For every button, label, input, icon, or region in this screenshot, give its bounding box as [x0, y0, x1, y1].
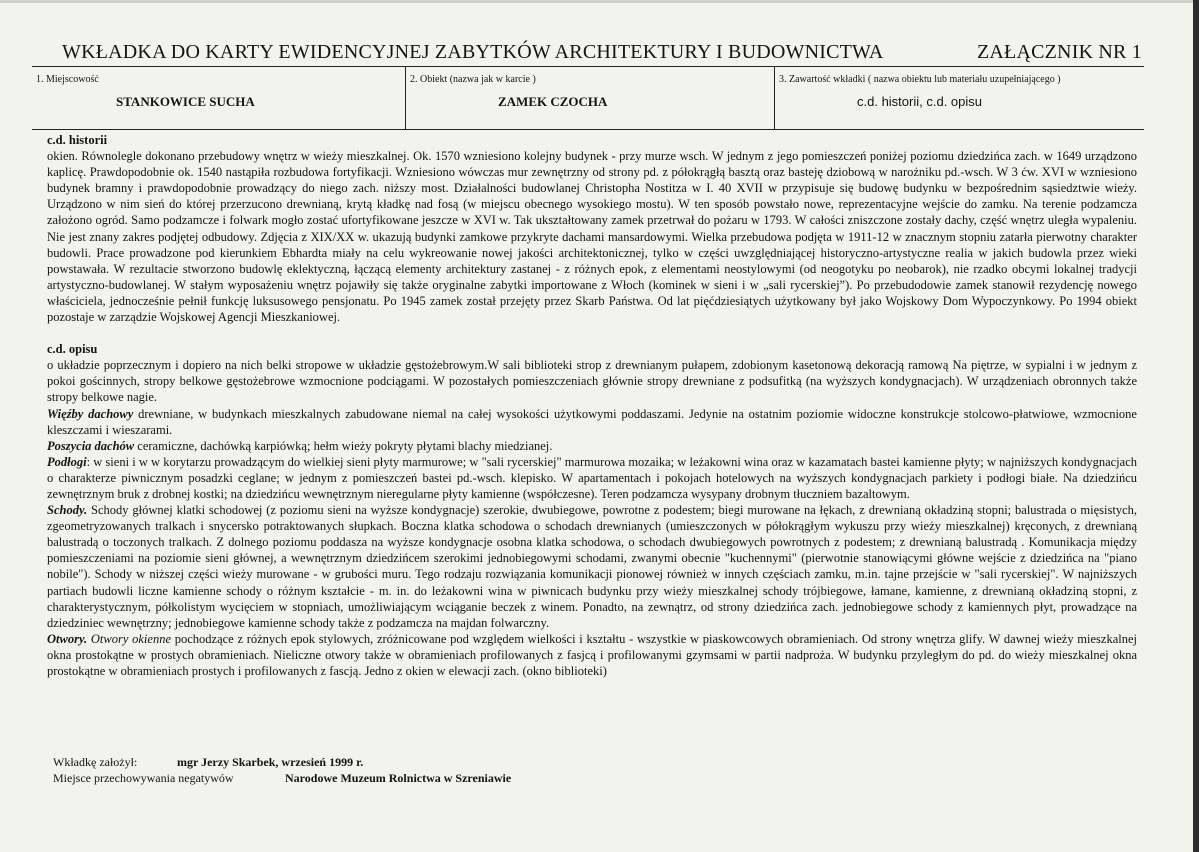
author-label: Wkładkę założył: [53, 755, 138, 769]
contents-value: c.d. historii, c.d. opisu [857, 94, 982, 109]
scan-top-edge [0, 0, 1199, 3]
locality-label: 1. Miejscowość [36, 74, 99, 85]
description-heading: c.d. opisu [47, 342, 98, 357]
document-header [62, 41, 1142, 64]
storage-value: Narodowe Muzeum Rolnictwa w Szreniawie [285, 771, 512, 785]
section-gap [47, 325, 1137, 341]
contents-field [774, 67, 1145, 129]
scan-right-edge [1193, 0, 1199, 852]
metadata-fields [32, 66, 1144, 130]
openings-paragraph [47, 631, 1137, 679]
storage-label: Miejsce przechowywania negatywów [53, 771, 234, 785]
floors-lead: Podłogi [47, 454, 87, 469]
locality-value: STANKOWICE SUCHA [116, 94, 255, 109]
roof-text: drewniane, w budynkach mieszkalnych zabudowane niemal na całej wysokości użytkowymi poddaszami. Jedynie na ostatnim poziomie widoczne konstrukcje stolcowo-płatwiowe, wzmocnione kleszczami i wieszarami. [47, 406, 1137, 437]
floors-paragraph [47, 454, 1137, 502]
stairs-lead: Schody. [47, 503, 88, 518]
floors-text: : w sieni i w w korytarzu prowadzącym do wielkiej sieni płyty marmurowe; w "sali rycerskiej" marmurowa mozaika; w leżakowni wina oraz w kazamatach bastei kamienne płyty; w najniższych kondygnacjach o charakterze piwnicznym posadzki ceglane; w jednym z pomieszczeń bastei pd.-wsch. klepisko. W apartamentach i pokojach hotelowych na wyższych kondygnacjach parkiety i podłogi białe. Na dziedzińcu zewnętrznym bruk z drobnej kostki; na dziedzińcu wewnętrznym nieregularne płyty kamienne (współczesne). Teren podzamcza wysypany drobnym tłuczniem bazaltowym. [47, 454, 1137, 501]
storage-row [47, 770, 747, 786]
author-value: mgr Jerzy Skarbek, wrzesień 1999 r. [177, 755, 364, 769]
openings-text: pochodzące z różnych epok stylowych, zróżnicowane pod względem wielkości i kształtu - wszystkie w piaskowcowych obramieniach. Od strony wnętrza glify. W dawnej wieży mieszkalnej okna prostokątne w prostych obramieniach. Nieliczne otwory także w obramieniach profilowanych z fasjcą i profilowanymi gzymsami w partii nadproża. W budynku przyległym do pd. do wieży mieszkalnej okna prostokątne w obramieniach prostych i profilowanych z fascją. Jedno z okien w elewacji zach. (okno biblioteki) [47, 631, 1137, 678]
openings-lead: Otwory. [47, 631, 88, 646]
ceilings-paragraph: o układzie poprzecznym i dopiero na nich belki stropowe w układzie gęstożebrowym.W sali biblioteki strop z drewnianym pułapem, zdobionym kasetonową dekoracją ramową Na piętrze, w sypialni i w jednym z pokoi gościnnych, stropy belkowe gęstożebrowe wzmocnione podciągami. W pozostałych pomieszczeniach głównie stropy drewniane z podsufitką (na wyższych kondygnacjach). W urządzeniach obronnych także stropy belkowe nagie. [47, 358, 1137, 405]
document-title: WKŁADKA DO KARTY EWIDENCYJNEJ ZABYTKÓW ARCHITEKTURY I BUDOWNICTWA [62, 41, 884, 63]
attachment-number: ZAŁĄCZNIK NR 1 [976, 41, 1142, 63]
openings-sublead: Otwory okienne [90, 631, 171, 646]
author-row [47, 754, 747, 770]
covering-paragraph [47, 438, 1137, 454]
covering-text: ceramiczne, dachówką karpiówką; hełm wieży pokryty płytami blachy miedzianej. [134, 438, 553, 453]
locality-field [32, 67, 405, 129]
history-heading: c.d. historii [47, 133, 108, 147]
roof-lead: Więźby dachowy [47, 406, 134, 421]
object-label: 2. Obiekt (nazwa jak w karcie ) [410, 74, 536, 85]
roof-paragraph [47, 406, 1137, 438]
document-footer [47, 754, 747, 786]
covering-lead: Poszycia dachów [47, 438, 135, 453]
object-field [405, 67, 775, 129]
contents-label: 3. Zawartość wkładki ( nazwa obiektu lub materiału uzupełniającego ) [779, 74, 1061, 85]
stairs-paragraph [47, 502, 1137, 631]
object-value: ZAMEK CZOCHA [498, 94, 608, 109]
history-paragraph: okien. Równolegle dokonano przebudowy wnętrz w wieży mieszkalnej. Ok. 1570 wzniesiono kolejny budynek - przy murze wsch. W jednym z jego pomieszczeń poniżej poziomu dziedzińca zach. w 1649 urządzono kaplicę. Prawdopodobnie ok. 1540 nastąpiła rozbudowa fortyfikacji. Wzniesiono wówczas mur zewnętrzny od strony pd. z półokrągłą basztą oraz basteję dziobową w narożniku pd.-wsch. W 3 ćw. XVI w wzniesiono budynek bramny i prawdopodobnie prowadzący do niego zach. niższy most. Działalności budowlanej Christopha Nostitza w I. 40 XVII w przypisuje się budowę budynku w bezpośrednim sąsiedztwie wieży. Urządzono w nim sień do której przerzucono drewnianą, krytą kładkę nad fosą (w miejscu obecnego wysokiego mostu). W ten sposób powstało nowe, reprezentacyjne wejście do zamku. Na terenie podzamcza założono ogród. Samo podzamcze i folwark mogło zostać ufortyfikowane jeszcze w XVI w. Tak ukształtowany zamek przetrwał do pożaru w 1793. W całości zniszczone zostały dachy, część wnętrz uległa wypaleniu. Nie jest znany zakres podjętej odbudowy. Zdjęcia z XIX/XX w. ukazują budynki zamkowe przykryte dachami mansardowymi. Wielka przebudowa podjęta w 1911-12 w znacznym stopniu zatarła pierwotny charakter budowli. Prace prowadzone pod kierunkiem Ebhardta miały na celu wykreowanie nowej jakości architektonicznej, tylko w części uwzględniającej historyczno-artystyczne realia w jakich budowla przez wieki powstawała. W rezultacie stworzono budowlę eklektyczną, łączącą elementy architektury zastanej - z różnych epok, z elementami neostylowymi (od neogotyku po neobarok), nie rzadko obcymi lokalnej tradycji artystyczno-budowlanej. W stałym wyposażeniu wnętrz pojawiły się także oryginalne zabytki importowane z Włoch (kominek w sieni i w „sali rycerskiej”). Po przebudodowie zamek stanowił rezydencję nowego właściciela, jednocześnie pełnił funkcję luksusowego pensjonatu. Po 1945 zamek został przejęty przez Skarb Państwa. Od lat pięćdziesiątych użytkowany był jako Wojskowy Dom Wypoczynkowy. Po 1994 obiekt pozostaje w zarządzie Wojskowej Agencji Mieszkaniowej. [47, 149, 1137, 325]
stairs-text: Schody głównej klatki schodowej (z poziomu sieni na wyższe kondygnacje) szerokie, dwubiegowe, powrotne z podestem; biegi murowane na łękach, z drewnianą okładziną stopni; balustrada o mięsistych, zgeometryzowanych tralkach i snycersko potraktowanych słupkach. Boczna klatka schodowa o schodach drewnianych (umieszczonych w półokrągłym wykuszu przy wieży mieszkalnej) kręconych, z drewnianą balustradą o toczonych tralkach. Z dolnego poziomu poddasza na wyższe kondygnacje osobna klatka schodowa, o schodach dwubiegowych powrotnych z podestem; z drewnianą balustradą . Komunikacja między pomieszczeniami na poziomie sieni głównej, a wewnętrznym dziedzińcem szerokimi jednobiegowymi schodami, zwanymi obecnie "kuchennymi" (pierwotnie stanowiącymi główne wejście z dziedzińca na "piano nobile"). Schody w niższej części wieży murowane - w grubości muru. Tego rodzaju rozwiązania komunikacji pionowej również w innych częściach zamku, m.in. tajne przejście w "sali rycerskiej". W najniższych partiach budowli liczne kamienne schody o różnym kształcie - m. in. do leżakowni wina w piwnicach budynku przy wieży mieszkalnej schody trójbiegowe, łamane, kamienne, z drewnianą okładziną stopni, z charakterystycznym, półkolistym wycięciem w stopniach, umożliwiającym wciąganie beczek z winem. Ponadto, na zewnątrz, od strony dziedzińca zach. jednobiegowe schody z kamiennych płyt, prowadzące na dziedziniec wewnętrzny; jednobiegowe kamienne schody także z podzamcza na majdan folwarczny. [47, 503, 1137, 630]
document-body [47, 132, 1137, 679]
